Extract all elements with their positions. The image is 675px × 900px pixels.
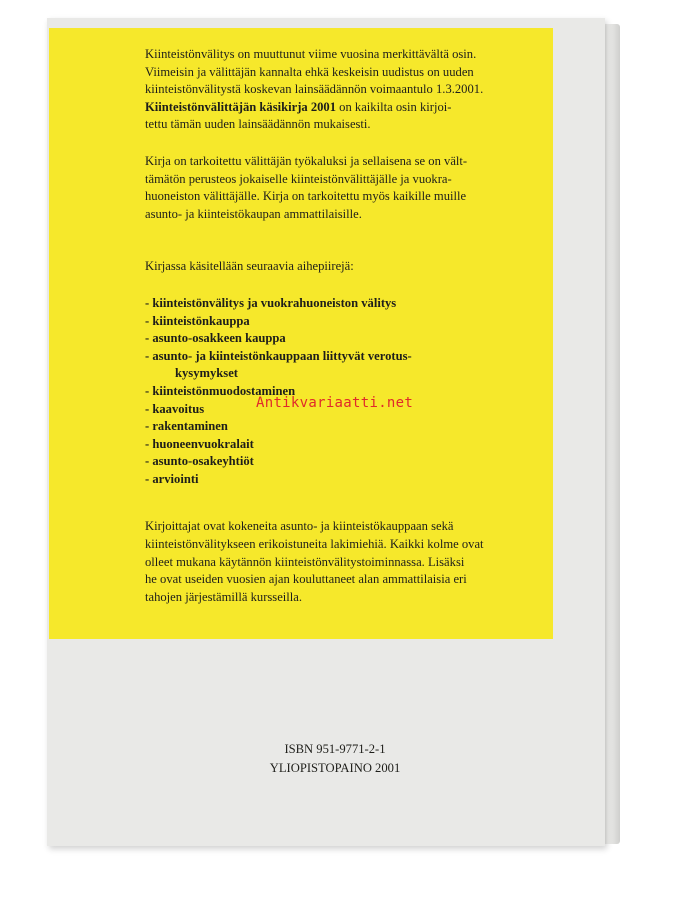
purpose-paragraph xyxy=(145,153,545,223)
colophon xyxy=(220,740,450,778)
intro-line: tettu tämän uuden lainsäädännön mukaisesti. xyxy=(145,117,371,132)
list-item: - arviointi xyxy=(145,471,199,486)
topics-intro: Kirjassa käsitellään seuraavia aihepiirejä: xyxy=(145,259,354,274)
authors-paragraph xyxy=(145,518,545,606)
authors-line: he ovat useiden vuosien ajan kouluttaneet alan ammattilaisia eri xyxy=(145,572,467,587)
topics-list xyxy=(145,295,545,489)
list-item: - asunto-osakkeen kauppa xyxy=(145,331,286,346)
list-item: - kaavoitus xyxy=(145,401,205,416)
intro-paragraph xyxy=(145,46,545,134)
back-cover-text xyxy=(145,46,545,606)
intro-line: Kiinteistönvälitys on muuttunut viime vuosina merkittävältä osin. xyxy=(145,47,477,61)
intro-line-title xyxy=(145,99,545,117)
list-item: - asunto-osakeyhtiöt xyxy=(145,454,254,469)
purpose-line: huoneiston välittäjälle. Kirja on tarkoitettu myös kaikille muille xyxy=(145,189,467,204)
purpose-line: Kirja on tarkoitettu välittäjän työkaluksi ja sellaisena se on vält- xyxy=(145,153,468,168)
publisher-text: YLIOPISTOPAINO 2001 xyxy=(269,761,401,775)
intro-line: Viimeisin ja välittäjän kannalta ehkä keskeisin uudistus on uuden xyxy=(145,64,474,79)
list-item: - huoneenvuokralait xyxy=(145,436,254,451)
purpose-line: asunto- ja kiinteistökaupan ammattilaisille. xyxy=(145,206,362,221)
authors-line: tahojen järjestämillä kursseilla. xyxy=(145,589,303,604)
purpose-line: tämätön perusteos jokaiselle kiinteistönvälittäjälle ja vuokra- xyxy=(145,171,452,186)
list-item: - kiinteistönkauppa xyxy=(145,313,250,328)
authors-line: olleet mukana käytännön kiinteistönvälitystoiminnassa. Lisäksi xyxy=(145,554,465,569)
list-item: - kiinteistönvälitys ja vuokrahuoneiston välitys xyxy=(145,295,397,310)
watermark-text: Antikvariaatti.net xyxy=(256,395,414,411)
intro-line: kiinteistönvälitystä koskevan lainsäädännön voimaantulo 1.3.2001. xyxy=(145,82,484,97)
isbn-text: ISBN 951-9771-2-1 xyxy=(284,742,386,756)
list-item: - rakentaminen xyxy=(145,419,228,434)
intro-line-tail: on kaikilta osin kirjoi- xyxy=(339,99,452,114)
authors-line: kiinteistönvälitykseen erikoistuneita lakimiehiä. Kaikki kolme ovat xyxy=(145,537,484,552)
list-item-continuation: kysymykset xyxy=(175,366,238,381)
list-item: - kiinteistönmuodostaminen xyxy=(145,383,296,398)
book-title: Kiinteistönvälittäjän käsikirja 2001 xyxy=(145,99,337,114)
list-item: - asunto- ja kiinteistönkauppaan liittyvät verotus- xyxy=(145,348,412,363)
authors-line: Kirjoittajat ovat kokeneita asunto- ja kiinteistökauppaan sekä xyxy=(145,519,454,534)
